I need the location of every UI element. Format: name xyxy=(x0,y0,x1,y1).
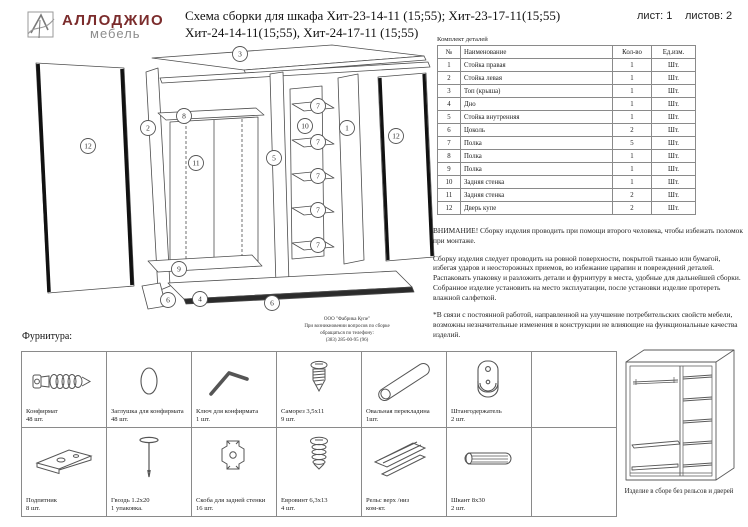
diagram-callout-6 xyxy=(161,293,176,308)
hardware-item-qty: 1 упаковка. xyxy=(111,504,143,512)
hardware-item-name: Штангодержатель xyxy=(451,407,502,415)
diagram-callout-12 xyxy=(81,139,96,154)
diagram-callout-10 xyxy=(298,119,313,134)
svg-text:7: 7 xyxy=(316,240,320,250)
part-name: Стойка внутренняя xyxy=(461,111,613,124)
hardware-item-name: Гвоздь 1.2х20 xyxy=(111,496,150,504)
svg-text:7: 7 xyxy=(316,137,320,147)
table-row xyxy=(438,72,696,85)
brand-name: АЛЛОДЖИО xyxy=(62,12,165,29)
part-qty: 1 xyxy=(613,85,652,98)
part-unit: Шт. xyxy=(652,124,696,137)
rail-icon xyxy=(369,432,439,480)
part-qty: 1 xyxy=(613,111,652,124)
svg-text:3: 3 xyxy=(238,49,242,59)
hardware-item-qty: 2 шт. xyxy=(451,415,466,423)
part-qty: 1 xyxy=(613,72,652,85)
assembly-notices xyxy=(433,226,745,348)
factory-note-line: обращаться по телефону: xyxy=(320,331,374,336)
diagram-callout-9 xyxy=(172,262,187,277)
hardware-item-label xyxy=(26,497,57,513)
part-name: Дно xyxy=(461,98,613,111)
factory-note-line: (383) 285-00-95 (96) xyxy=(325,338,369,343)
part-number: 9 xyxy=(438,163,461,176)
factory-note xyxy=(272,316,422,344)
diagram-callout-2 xyxy=(141,121,156,136)
part-number: 8 xyxy=(438,150,461,163)
hardware-cell-nail xyxy=(107,428,192,517)
hardware-item-label xyxy=(366,408,430,424)
hardware-item-name: Конфирмат xyxy=(26,407,58,415)
svg-text:6: 6 xyxy=(270,298,274,308)
page-title-line2: Хит-24-14-11(15;55), Хит-24-17-11 (15;55) xyxy=(185,25,419,41)
table-row xyxy=(438,202,696,215)
part-unit: Шт. xyxy=(652,163,696,176)
part-number: 6 xyxy=(438,124,461,137)
exploded-assembly-diagram xyxy=(14,42,444,340)
assembled-wardrobe-drawing xyxy=(620,346,742,486)
diagram-callout-12 xyxy=(389,129,404,144)
hardware-item-name: Евровинт 6,3х13 xyxy=(281,496,328,504)
part-number: 2 xyxy=(438,72,461,85)
sheet-number: лист: 1 xyxy=(637,10,673,22)
hardware-item-label xyxy=(281,408,324,424)
diagram-callout-11 xyxy=(189,156,204,171)
dowel-icon xyxy=(454,432,524,480)
confirmat-plug-icon xyxy=(114,356,184,404)
part-unit: Шт. xyxy=(652,85,696,98)
back-wall-bracket-icon xyxy=(199,432,269,480)
part-name: Дверь купе xyxy=(461,202,613,215)
svg-text:2: 2 xyxy=(146,123,150,133)
hardware-cell-euro-screw xyxy=(277,428,362,517)
part-unit: Шт. xyxy=(652,202,696,215)
svg-text:11: 11 xyxy=(192,158,200,168)
hardware-item-label xyxy=(111,497,150,513)
brand-logo-icon xyxy=(27,11,55,39)
hardware-cell-self-tapping-screw xyxy=(277,352,362,428)
hardware-item-name: Ключ для конфирмата xyxy=(196,407,259,415)
part-name: Полка xyxy=(461,163,613,176)
assembled-wardrobe-caption: Изделие в сборе без рельсов и дверей xyxy=(624,488,734,495)
part-name: Полка xyxy=(461,137,613,150)
col-header-num: № xyxy=(438,46,461,59)
part-unit: Шт. xyxy=(652,150,696,163)
table-row xyxy=(438,111,696,124)
hardware-cell-rail xyxy=(362,428,447,517)
hardware-item-label xyxy=(111,408,184,424)
notice-warning: ВНИМАНИЕ! Сборку изделия проводить при помощи второго человека, чтобы избежать поломок при монтаже. xyxy=(433,226,743,245)
part-number: 5 xyxy=(438,111,461,124)
hardware-cell-back-wall-bracket xyxy=(192,428,277,517)
hardware-item-name: Заглушка для конфирмата xyxy=(111,407,184,415)
part-number: 10 xyxy=(438,176,461,189)
hardware-item-qty: 2 шт. xyxy=(451,504,466,512)
svg-text:12: 12 xyxy=(84,141,92,151)
hardware-cell-empty xyxy=(532,428,617,517)
factory-note-line: ООО "Фабрика Купе" xyxy=(323,317,371,322)
svg-text:1: 1 xyxy=(345,123,349,133)
self-tapping-screw-icon xyxy=(284,356,354,404)
diagram-callout-7 xyxy=(311,238,326,253)
hardware-item-name: Саморез 3,5х11 xyxy=(281,407,325,415)
part-unit: Шт. xyxy=(652,111,696,124)
diagram-callout-1 xyxy=(340,121,355,136)
hardware-cell-foot-pad xyxy=(22,428,107,517)
hardware-item-label xyxy=(451,408,502,424)
hardware-item-name: Подпятник xyxy=(26,496,57,504)
hardware-item-qty: 9 шт. xyxy=(281,415,296,423)
hardware-item-name: Овальная перекладина xyxy=(366,407,430,415)
euro-screw-icon xyxy=(284,432,354,480)
part-name: Топ (крыша) xyxy=(461,85,613,98)
hardware-item-qty: ком-кт. xyxy=(366,504,386,512)
part-name: Цоколь xyxy=(461,124,613,137)
col-header-name: Наименование xyxy=(461,46,613,59)
table-row xyxy=(438,176,696,189)
table-row xyxy=(438,137,696,150)
part-unit: Шт. xyxy=(652,176,696,189)
sheets-total: листов: 2 xyxy=(685,10,733,22)
hardware-cell-hex-key xyxy=(192,352,277,428)
hardware-cell-oval-rail xyxy=(362,352,447,428)
part-number: 12 xyxy=(438,202,461,215)
part-qty: 1 xyxy=(613,150,652,163)
diagram-callout-5 xyxy=(267,151,282,166)
part-number: 3 xyxy=(438,85,461,98)
page-title-line1: Схема сборки для шкафа Хит-23-14-11 (15;55); Хит-23-17-11(15;55) xyxy=(185,8,561,23)
part-name: Задняя стенка xyxy=(461,176,613,189)
hardware-cell-confirmat-plug xyxy=(107,352,192,428)
svg-text:6: 6 xyxy=(166,295,170,305)
hardware-item-label xyxy=(366,497,409,513)
parts-table-body xyxy=(438,59,696,215)
hardware-item-label xyxy=(196,497,265,513)
hardware-table xyxy=(21,351,617,517)
part-name: Стойка правая xyxy=(461,59,613,72)
part-qty: 1 xyxy=(613,59,652,72)
hardware-item-qty: 1шт. xyxy=(366,415,379,423)
table-row xyxy=(438,85,696,98)
rod-holder-icon xyxy=(454,356,524,404)
table-row xyxy=(438,163,696,176)
notice-handling: Сборку изделия следует проводить на ровной поверхности, покрытой тканью или бумагой, избегая ударов и неосторожных приемов, во избежание царапин и повреждений деталей. xyxy=(433,253,721,273)
hardware-cell-confirmat-screw xyxy=(22,352,107,428)
notice-unpack: Распаковать упаковку и разложить детали и фурнитуру в места, удобные для дальнейшей сборки. xyxy=(433,273,741,283)
svg-text:8: 8 xyxy=(182,111,186,121)
hardware-item-qty: 16 шт. xyxy=(196,504,214,512)
table-row xyxy=(438,189,696,202)
parts-table xyxy=(437,45,696,215)
notice-install: Собранное изделие установить на место эксплуатации, после установки изделие протереть влажной салфеткой. xyxy=(433,282,721,302)
hardware-item-name: Скоба для задней стенки xyxy=(196,496,266,504)
svg-text:10: 10 xyxy=(301,121,309,131)
notice-handling-block xyxy=(433,254,745,303)
svg-text:12: 12 xyxy=(392,131,400,141)
hardware-item-qty: 8 шт. xyxy=(26,504,41,512)
svg-text:7: 7 xyxy=(316,101,320,111)
table-row xyxy=(438,59,696,72)
factory-note-line: При возникновении вопросов по сборке xyxy=(304,324,390,329)
part-qty: 1 xyxy=(613,163,652,176)
part-unit: Шт. xyxy=(652,98,696,111)
hex-key-icon xyxy=(199,356,269,404)
part-qty: 2 xyxy=(613,189,652,202)
hardware-caption: Фурнитура: xyxy=(22,331,73,342)
confirmat-screw-icon xyxy=(29,356,99,404)
brand-subtitle: мебель xyxy=(90,26,141,41)
notice-footnote: *В связи с постоянной работой, направленной на улучшение потребительских свойств мебели, возможны незначительные изменения в конструкции не влияющие на функциональные качества изделий. xyxy=(433,310,738,339)
hardware-item-label xyxy=(281,497,328,513)
table-row xyxy=(438,150,696,163)
diagram-callout-4 xyxy=(193,292,208,307)
diagram-callout-7 xyxy=(311,203,326,218)
part-number: 1 xyxy=(438,59,461,72)
diagram-callout-7 xyxy=(311,135,326,150)
part-unit: Шт. xyxy=(652,59,696,72)
table-row xyxy=(438,124,696,137)
svg-text:7: 7 xyxy=(316,171,320,181)
svg-text:9: 9 xyxy=(177,264,181,274)
part-number: 7 xyxy=(438,137,461,150)
svg-text:7: 7 xyxy=(316,205,320,215)
svg-text:4: 4 xyxy=(198,294,202,304)
diagram-callout-7 xyxy=(311,99,326,114)
part-qty: 5 xyxy=(613,137,652,150)
diagram-callout-7 xyxy=(311,169,326,184)
part-unit: Шт. xyxy=(652,72,696,85)
hardware-item-label xyxy=(196,408,258,424)
diagram-callout-3 xyxy=(233,47,248,62)
hardware-item-label xyxy=(26,408,58,424)
hardware-item-qty: 4 шт. xyxy=(281,504,296,512)
part-qty: 2 xyxy=(613,124,652,137)
hardware-item-name: Шкант 8х30 xyxy=(451,496,485,504)
nail-icon xyxy=(114,432,184,480)
page-title xyxy=(185,7,585,41)
col-header-unit: Ед.изм. xyxy=(652,46,696,59)
part-number: 4 xyxy=(438,98,461,111)
part-name: Полка xyxy=(461,150,613,163)
hardware-cell-rod-holder xyxy=(447,352,532,428)
hardware-cell-empty xyxy=(532,352,617,428)
hardware-item-qty: 1 шт. xyxy=(196,415,211,423)
part-unit: Шт. xyxy=(652,189,696,202)
part-number: 11 xyxy=(438,189,461,202)
part-name: Стойка левая xyxy=(461,72,613,85)
hardware-item-qty: 48 шт. xyxy=(111,415,129,423)
table-row xyxy=(438,98,696,111)
svg-text:5: 5 xyxy=(272,153,276,163)
diagram-callout-6 xyxy=(265,296,280,311)
parts-table-header-row xyxy=(438,46,696,59)
hardware-cell-dowel xyxy=(447,428,532,517)
parts-table-caption: Комплект деталей xyxy=(437,36,488,43)
foot-pad-icon xyxy=(29,432,99,480)
part-unit: Шт. xyxy=(652,137,696,150)
part-qty: 2 xyxy=(613,202,652,215)
part-qty: 1 xyxy=(613,176,652,189)
hardware-item-qty: 48 шт. xyxy=(26,415,44,423)
part-qty: 1 xyxy=(613,98,652,111)
diagram-callout-8 xyxy=(177,109,192,124)
part-name: Задняя стенка xyxy=(461,189,613,202)
col-header-qty: Кол-во xyxy=(613,46,652,59)
hardware-item-label xyxy=(451,497,485,513)
oval-rail-icon xyxy=(369,356,439,404)
hardware-item-name: Рельс верх /низ xyxy=(366,496,410,504)
